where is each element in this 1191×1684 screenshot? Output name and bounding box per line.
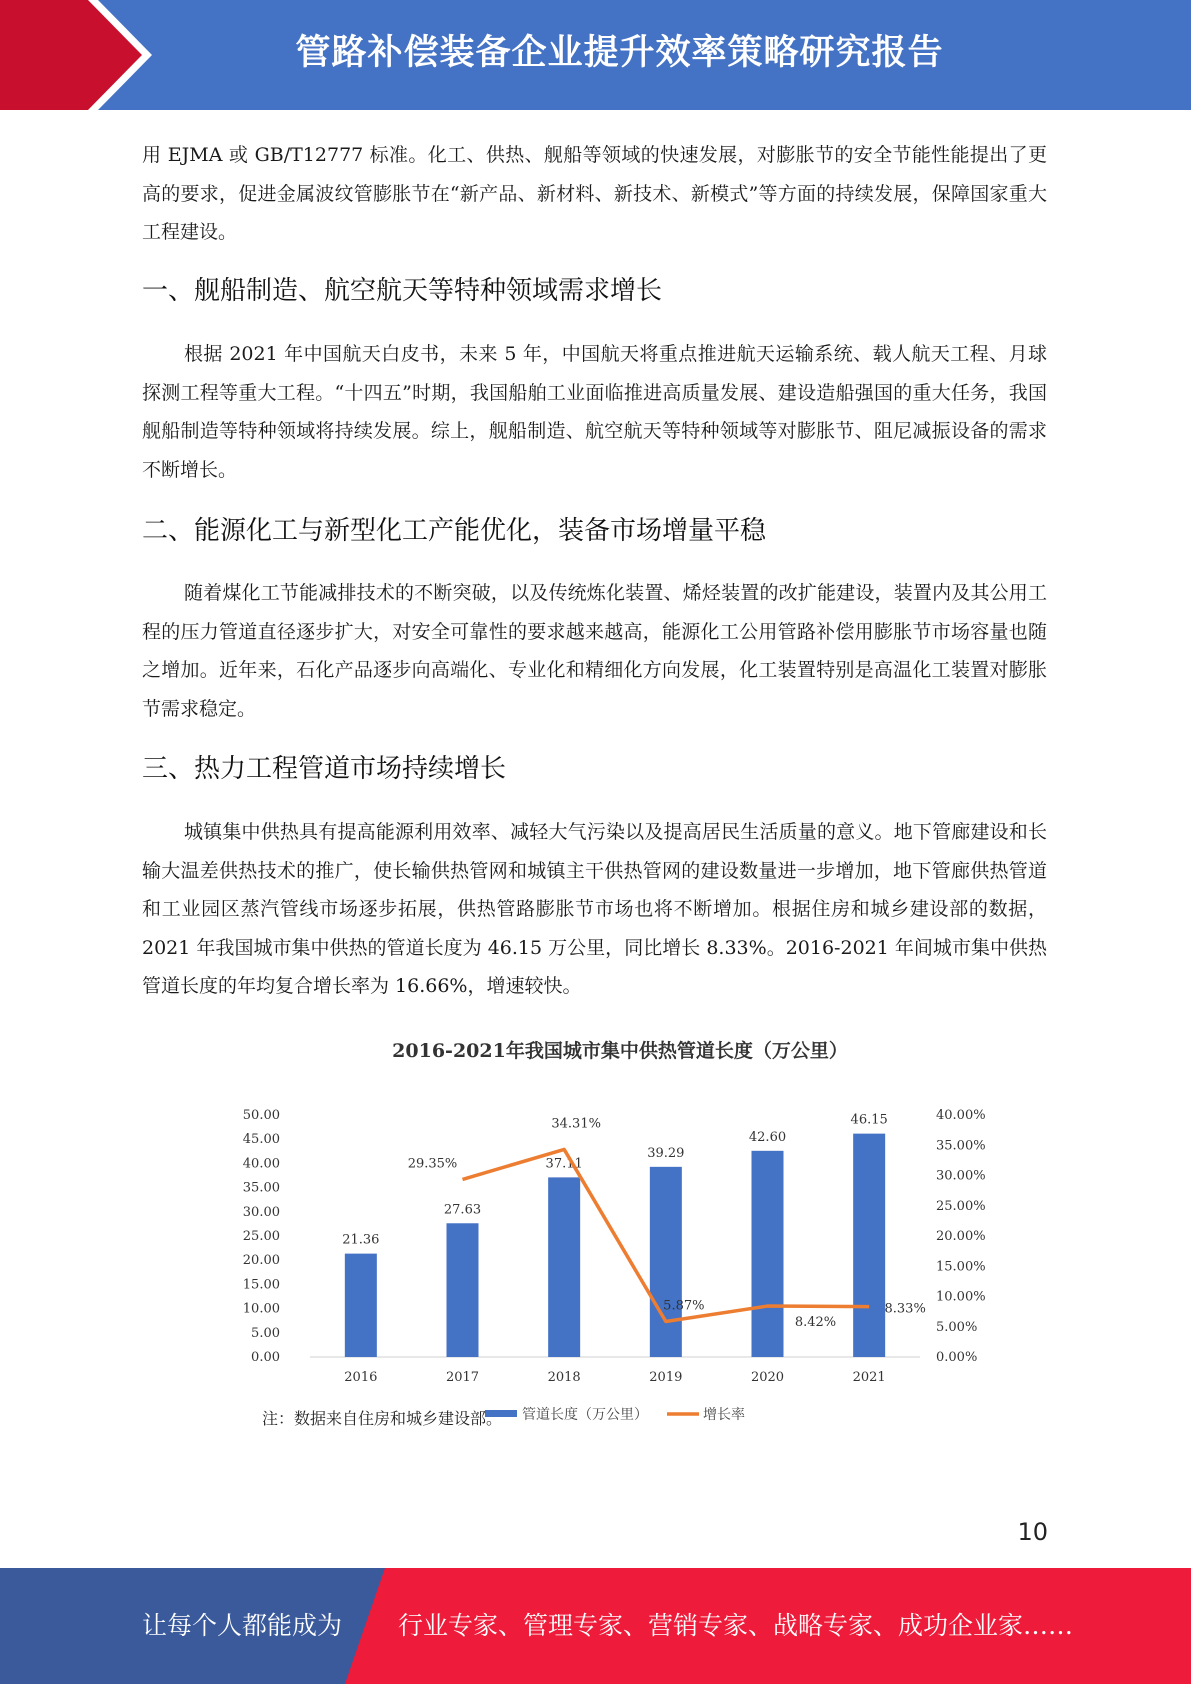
y-left-tick-label: 25.00 [242,1229,280,1244]
line-data-label: 8.42% [794,1315,837,1331]
intro-paragraph: 用 EJMA 或 GB/T12777 标准。化工、供热、舰船等领域的快速发展，对膨胀节的安全节能性能提出了更高的要求，促进金属波纹管膨胀节在“新产品、新材料、新技术、新模式”等方面的持续发展，保障国家重大工程建设。 [142,144,1047,243]
pipeline-length-chart [240,1030,1000,1450]
y-left-tick-label: 15.00 [242,1277,280,1293]
x-tick-label: 2019 [649,1370,683,1385]
legend-label-line: 增长率 [703,1407,745,1423]
y-right-tick-label: 40.00% [936,1108,986,1123]
bar-data-label: 27.63 [443,1202,482,1218]
bar-pipeline-length [447,1223,479,1357]
y-left-tick-label: 50.00 [242,1108,280,1123]
section-3-paragraph: 城镇集中供热具有提高能源利用效率、减轻大气污染以及提高居民生活质量的意义。地下管廊建设和长输大温差供热技术的推广，使长输供热管网和城镇主干供热管网的建设数量进一步增加，地下管廊供热管道和工业园区蒸汽管线市场逐步拓展，供热管路膨胀节市场也将不断增加。根据住房和城乡建设部的数据，2021 年我国城市集中供热的管道长度为 46.15 万公里，同比增长 8.33%。2016-2021 年间城市集中供热管道长度的年均复合增长率为 16.66%，增速较快。 [142,821,1047,997]
chart-source-note: 注：数据来自住房和城乡建设部。 [262,1409,503,1428]
footer-slogan-right: 行业专家、管理专家、营销专家、战略专家、成功企业家…… [398,1611,1074,1640]
x-tick-label: 2016 [344,1370,378,1385]
y-left-tick-label: 45.00 [242,1132,280,1148]
page-footer [0,1568,1191,1684]
y-left-tick-label: 5.00 [251,1325,280,1341]
section-1-paragraph: 根据 2021 年中国航天白皮书，未来 5 年，中国航天将重点推进航天运输系统、载人航天工程、月球探测工程等重大工程。“十四五”时期，我国船舶工业面临推进高质量发展、建设造船强国的重大任务，我国舰船制造等特种领域将持续发展。综上，舰船制造、航空航天等特种领域等对膨胀节、阻尼减振设备的需求不断增长。 [142,343,1047,481]
line-data-label: 8.33% [884,1301,926,1317]
x-tick-label: 2018 [547,1370,581,1385]
page-number: 10 [1017,1518,1048,1546]
section-2-paragraph: 随着煤化工节能减排技术的不断突破，以及传统炼化装置、烯烃装置的改扩能建设，装置内及其公用工程的压力管道直径逐步扩大，对安全可靠性的要求越来越高，能源化工公用管路补偿用膨胀节市场容量也随之增加。近年来，石化产品逐步向高端化、专业化和精细化方向发展，化工装置特别是高温化工装置对膨胀节需求稳定。 [142,582,1047,720]
bar-data-label: 37.11 [545,1156,583,1172]
y-left-tick-label: 10.00 [242,1301,280,1317]
line-data-label: 5.87% [663,1298,705,1314]
y-right-tick-label: 0.00% [936,1350,978,1365]
bar-data-label: 46.15 [850,1112,888,1128]
x-tick-label: 2020 [750,1370,785,1385]
header-title: 管路补偿装备企业提升效率策略研究报告 [295,33,944,73]
footer-slogan-left: 让每个人都能成为 [142,1611,343,1640]
bar-pipeline-length [650,1167,682,1357]
page-header [0,0,1191,110]
section-heading-2: 二、能源化工与新型化工产能优化，装备市场增量平稳 [142,516,767,546]
y-left-tick-label: 35.00 [242,1180,280,1196]
bar-pipeline-length [752,1151,784,1357]
bar-data-label: 39.29 [647,1145,685,1161]
x-tick-label: 2017 [445,1370,480,1385]
y-left-tick-label: 40.00 [242,1156,280,1172]
bar-pipeline-length [345,1254,377,1357]
y-right-tick-label: 25.00% [936,1198,986,1214]
line-data-label: 34.31% [551,1116,601,1132]
y-right-tick-label: 5.00% [936,1319,978,1335]
line-data-label: 29.35% [407,1156,458,1172]
bar-pipeline-length [548,1177,580,1357]
y-right-tick-label: 20.00% [936,1229,986,1244]
y-left-tick-label: 20.00 [242,1253,280,1269]
y-right-tick-label: 10.00% [936,1289,986,1305]
y-right-tick-label: 15.00% [936,1259,986,1275]
y-right-tick-label: 30.00% [936,1168,986,1184]
y-left-tick-label: 30.00 [242,1204,280,1220]
chart-title: 2016-2021年我国城市集中供热管道长度（万公里） [392,1040,848,1062]
y-left-tick-label: 0.00 [251,1350,280,1365]
bar-pipeline-length [853,1134,885,1357]
section-heading-3: 三、热力工程管道市场持续增长 [142,754,507,784]
x-tick-label: 2021 [852,1370,886,1385]
legend-label-bar: 管道长度（万公里） [522,1407,648,1423]
section-heading-1: 一、舰船制造、航空航天等特种领域需求增长 [142,276,663,306]
bar-data-label: 21.36 [342,1232,380,1248]
chart-plot [240,1070,1000,1450]
y-right-tick-label: 35.00% [936,1138,986,1154]
bar-data-label: 42.60 [748,1129,787,1145]
